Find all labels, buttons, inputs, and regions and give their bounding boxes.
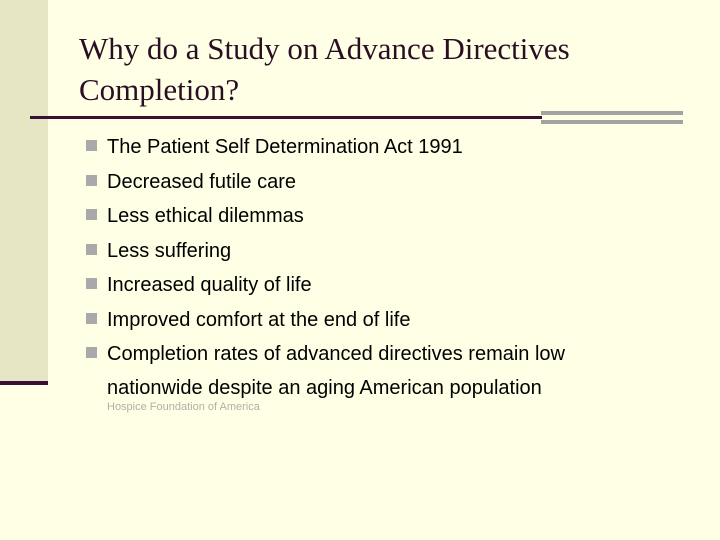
bullet-text: Decreased futile care — [107, 170, 296, 193]
square-bullet-icon — [86, 347, 97, 358]
bullet-list — [86, 130, 686, 405]
list-item — [86, 268, 686, 303]
source-citation: Hospice Foundation of America — [107, 401, 260, 413]
list-item — [86, 337, 686, 405]
slide-title: Why do a Study on Advance Directives Completion? — [79, 31, 570, 107]
bullet-text: Less ethical dilemmas — [107, 205, 304, 227]
list-item — [86, 165, 686, 200]
square-bullet-icon — [86, 209, 97, 220]
list-item — [86, 130, 686, 165]
bullet-text-line1: Completion rates of advanced directives remain low — [107, 343, 565, 365]
bullet-text: The Patient Self Determination Act 1991 — [107, 136, 463, 158]
list-item — [86, 199, 686, 234]
list-item — [86, 234, 686, 269]
bullet-text: Less suffering — [107, 239, 232, 262]
bullet-text: Increased quality of life — [107, 274, 312, 296]
divider-accent-top — [541, 111, 683, 115]
left-decor-tick — [0, 381, 48, 385]
square-bullet-icon — [86, 278, 97, 289]
bullet-text: Improved comfort at the end of life — [107, 308, 411, 331]
square-bullet-icon — [86, 140, 97, 151]
left-decor-band — [0, 0, 48, 382]
square-bullet-icon — [86, 244, 97, 255]
bullet-text-line2: nationwide despite an aging American population — [107, 377, 542, 399]
list-item — [86, 303, 686, 338]
divider-accent-bottom — [541, 120, 683, 124]
square-bullet-icon — [86, 313, 97, 324]
square-bullet-icon — [86, 175, 97, 186]
title-divider — [30, 116, 542, 119]
